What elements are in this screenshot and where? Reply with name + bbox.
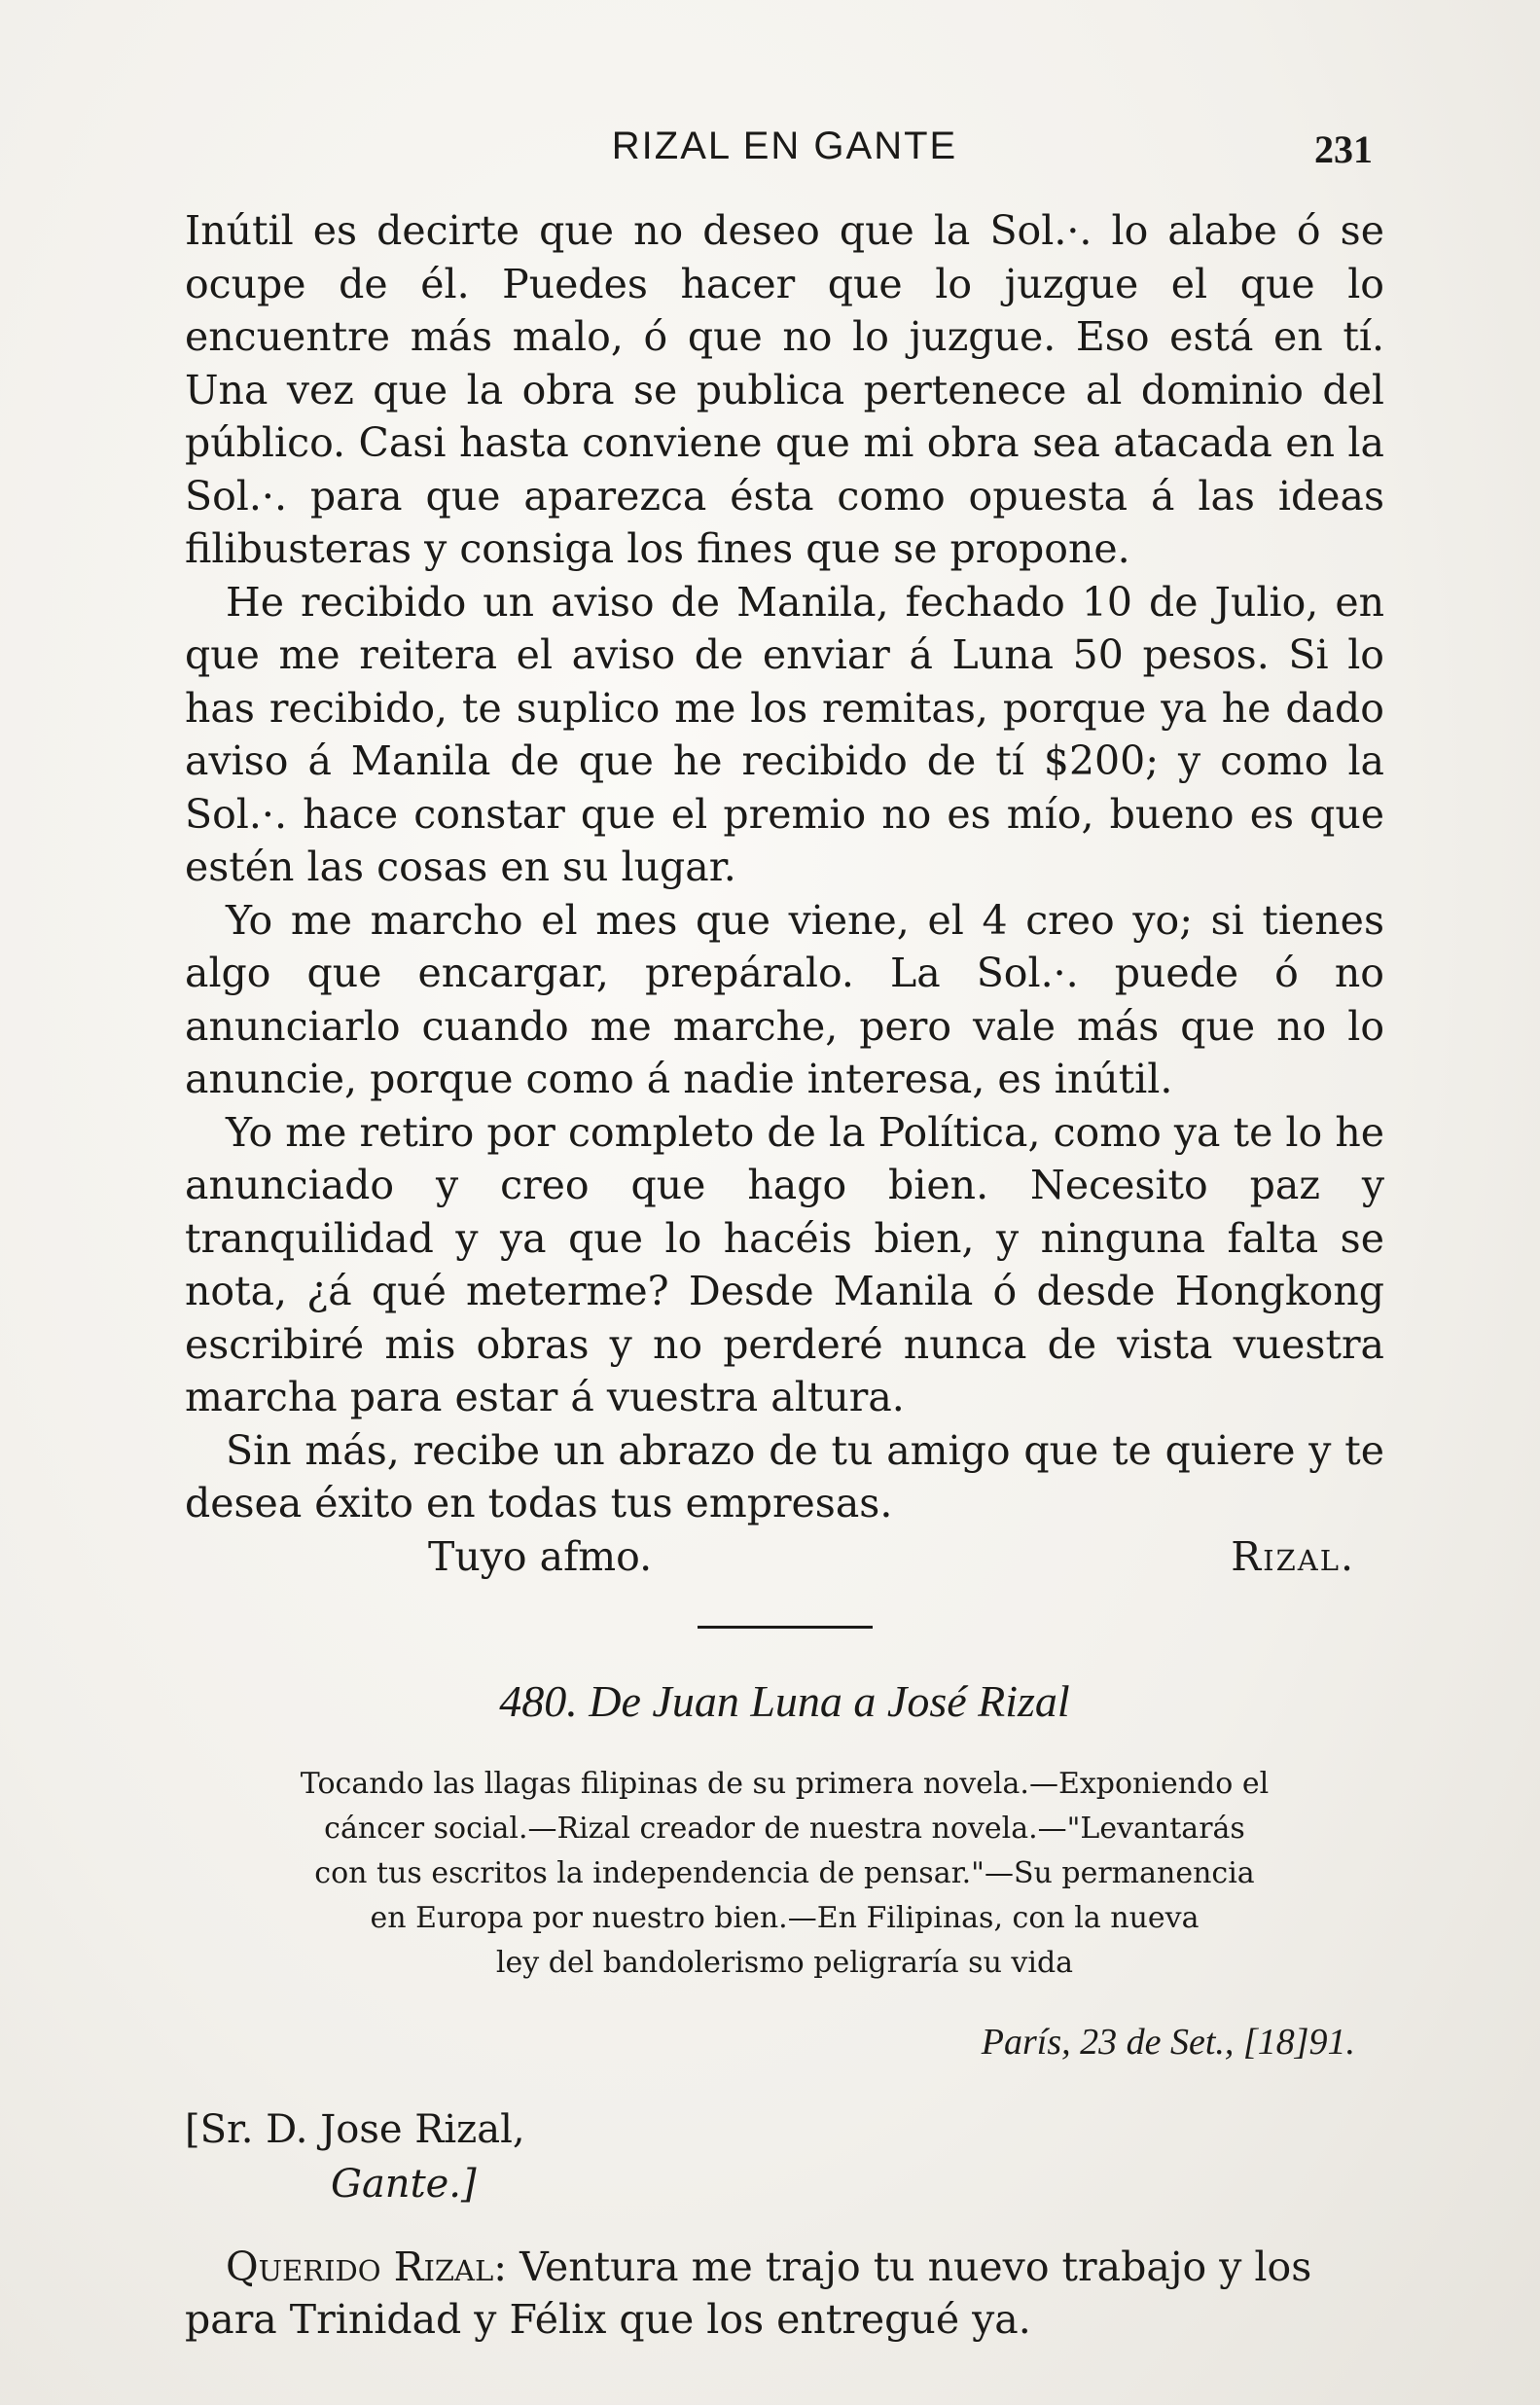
summary-line: Tocando las llagas filipinas de su primera novela.—Exponiendo el	[300, 1766, 1270, 1801]
dateline: París, 23 de Set., [18]91.	[981, 2021, 1355, 2063]
opening-paragraph	[185, 2241, 1384, 2346]
summary-line: con tus escritos la independencia de pensar."—Su permanencia	[314, 1855, 1255, 1890]
letter-body	[185, 204, 1384, 1530]
address-block	[185, 2102, 1384, 2211]
letter-summary	[185, 1762, 1384, 1986]
address-city: Gante.]	[331, 2161, 477, 2207]
address-recipient: [Sr. D. Jose Rizal,	[185, 2106, 525, 2152]
opening-text: : Ventura me trajo tu nuevo trabajo y los para Trinidad y Félix que los entregué ya.	[185, 2243, 1312, 2343]
closing-line	[185, 1530, 1384, 1585]
paragraph: He recibido un aviso de Manila, fechado 10 de Julio, en que me reitera el aviso de enviar á Luna 50 pesos. Si lo has recibido, te suplico me los remitas, porque ya he dado aviso á Manila de que he recibido de tí $200; y como la Sol.·. hace constar que el premio no es mío, bueno es que estén las cosas en su lugar.	[185, 578, 1384, 890]
paragraph: Inútil es decirte que no deseo que la Sol.·. lo alabe ó se ocupe de él. Puedes hacer que lo juzgue el que lo encuentre más malo, ó que no lo juzgue. Eso está en tí. Una vez que la obra se publica pertenece al dominio del público. Casi hasta conviene que mi obra sea atacada en la Sol.·. para que aparezca ésta como opuesta á las ideas filibusteras y consiga los fines que se propone.	[185, 207, 1384, 572]
letter-heading: 480. De Juan Luna a José Rizal	[499, 1675, 1070, 1726]
section-divider	[698, 1626, 873, 1629]
running-title: RIZAL EN GANTE	[611, 125, 958, 167]
salutation: Querido Rizal	[226, 2243, 494, 2290]
page-number: 231	[1314, 127, 1373, 171]
paragraph: Sin más, recibe un abrazo de tu amigo que te quiere y te desea éxito en todas tus empresas.	[185, 1426, 1384, 1526]
signature: Rizal.	[1231, 1532, 1355, 1580]
summary-line: cáncer social.—Rizal creador de nuestra novela.—"Levantarás	[324, 1811, 1245, 1846]
running-head	[185, 117, 1384, 175]
paragraph: Yo me retiro por completo de la Política, como ya te lo he anunciado y creo que hago bien. Necesito paz y tranquilidad y ya que lo hacéis bien, y ninguna falta se nota, ¿á qué meterme? Desde Manila ó desde Hongkong escribiré mis obras y no perderé nunca de vista vuestra marcha para estar á vuestra altura.	[185, 1108, 1384, 1420]
summary-line: ley del bandolerismo peligraría su vida	[495, 1945, 1074, 1980]
summary-line: en Europa por nuestro bien.—En Filipinas, con la nueva	[370, 1900, 1200, 1935]
paragraph: Yo me marcho el mes que viene, el 4 creo yo; si tienes algo que encargar, prepáralo. La Sol.·. puede ó no anunciarlo cuando me marche, pero vale más que no lo anuncie, porque como á nadie interesa, es inútil.	[185, 896, 1384, 1102]
closing: Tuyo afmo.	[428, 1532, 653, 1580]
